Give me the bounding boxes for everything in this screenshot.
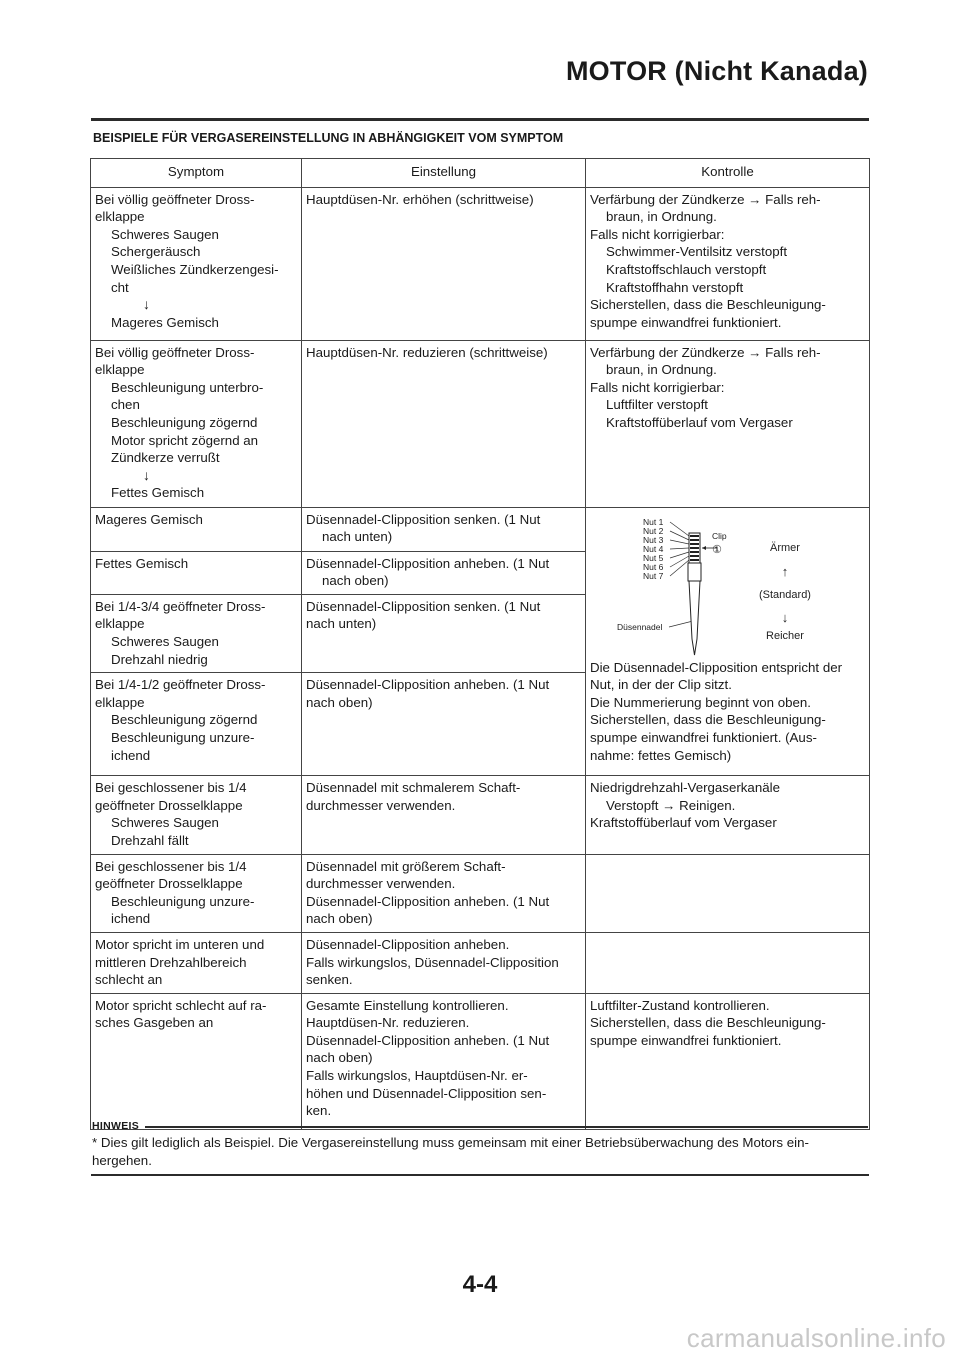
table-row — [91, 507, 870, 551]
text-line: nach oben) — [306, 694, 373, 710]
text-line: spumpe einwandfrei funktioniert. (Aus- — [590, 729, 817, 745]
text-line: Drehzahl niedrig — [111, 651, 208, 667]
text-line: spumpe einwandfrei funktioniert. — [590, 314, 782, 330]
table-row — [91, 993, 870, 1129]
text-line: Schweres Saugen — [111, 226, 219, 242]
text-line: Bei völlig geöffneter Dross- — [95, 344, 255, 360]
text-line: Falls nicht korrigierbar: — [590, 226, 725, 242]
down-arrow-icon: ↓ — [781, 609, 788, 625]
text-line: Fettes Gemisch — [111, 485, 205, 501]
text-line: Motor spricht zögernd an — [111, 432, 259, 448]
needle-label: Düsennadel — [616, 621, 662, 632]
note-header — [92, 1120, 868, 1132]
text-line: Schweres Saugen — [111, 815, 219, 831]
symptom-cell — [91, 594, 302, 672]
text-line: Weißliches Zündkerzengesi- — [111, 261, 279, 277]
text-line: Düsennadel-Clipposition anheben. (1 Nut — [306, 555, 550, 571]
table-row — [91, 187, 870, 340]
text-line: Düsennadel-Clipposition anheben. (1 Nut — [306, 677, 550, 693]
symptom-cell — [91, 507, 302, 551]
text-line: Mageres Gemisch — [95, 511, 203, 527]
down-arrow-icon: ↓ — [143, 296, 150, 313]
text-line: höhen und Düsennadel-Clipposition sen- — [306, 1085, 547, 1101]
text-line: Niedrigdrehzahl-Vergaserkanäle — [590, 780, 780, 796]
text-line: Luftfilter-Zustand kontrollieren. — [590, 997, 770, 1013]
text-line: nach oben) — [306, 1050, 373, 1066]
symptom-cell — [91, 673, 302, 776]
leaner-label: Ärmer — [769, 541, 800, 554]
text-line: Verfärbung der Zündkerze → Falls reh- — [590, 344, 821, 360]
nut-1-label: Nut 1 — [642, 516, 663, 527]
text-line: Sicherstellen, dass die Beschleunigung- — [590, 712, 826, 728]
text-line: Drehzahl fällt — [111, 832, 189, 848]
text-line: Motor spricht schlecht auf ra- — [95, 997, 267, 1013]
text-line: Schergeräusch — [111, 244, 201, 260]
einstellung-cell — [302, 993, 586, 1129]
text-line: Die Nummerierung beginnt von oben. — [590, 694, 812, 710]
note-bottom-rule — [91, 1174, 869, 1176]
clip-position-cell — [586, 507, 870, 776]
text-line: nahme: fettes Gemisch) — [590, 747, 732, 763]
carburetor-symptom-table — [90, 158, 870, 1130]
table-row — [91, 776, 870, 854]
text-line: Sicherstellen, dass die Beschleunigung- — [590, 297, 826, 313]
note-title: HINWEIS — [92, 1120, 140, 1132]
text-line: Beschleunigung zögernd — [111, 414, 258, 430]
text-line: Verfärbung der Zündkerze → Falls reh- — [590, 191, 821, 207]
text-line: Düsennadel mit schmalerem Schaft- — [306, 780, 521, 796]
text-line: Falls wirkungslos, Düsennadel-Clipposition — [306, 954, 559, 970]
text-line: senken. — [306, 972, 353, 988]
watermark: carmanualsonline.info — [686, 1323, 946, 1353]
text-line: Mageres Gemisch — [111, 314, 219, 330]
text-line: nach unten) — [306, 616, 377, 632]
clip-label: Clip — [711, 530, 727, 541]
einstellung-cell — [302, 594, 586, 672]
standard-label: (Standard) — [758, 588, 811, 601]
down-arrow-icon: ↓ — [143, 466, 150, 483]
text-line: Schweres Saugen — [111, 633, 219, 649]
text-line: geöffneter Drosselklappe — [95, 876, 243, 892]
einstellung-cell — [302, 932, 586, 993]
text-line: Zündkerze verrußt — [111, 450, 220, 466]
text-line: Gesamte Einstellung kontrollieren. — [306, 997, 509, 1013]
table-row — [91, 932, 870, 993]
text-line: Bei völlig geöffneter Dross- — [95, 191, 255, 207]
kontrolle-cell — [586, 340, 870, 507]
text-line: Falls wirkungslos, Hauptdüsen-Nr. er- — [306, 1068, 528, 1084]
nut-7-label: Nut 7 — [642, 570, 663, 581]
kontrolle-cell — [586, 776, 870, 854]
text-line: sches Gasgeben an — [95, 1015, 214, 1031]
text-line: Verstopft → Reinigen. — [606, 797, 736, 813]
text-line: nach oben) — [322, 573, 389, 589]
text-line: chen — [111, 397, 140, 413]
text-line: Schwimmer-Ventilsitz verstopft — [606, 244, 788, 260]
einstellung-cell — [302, 854, 586, 932]
einstellung-cell — [302, 673, 586, 776]
symptom-cell — [91, 854, 302, 932]
note-text — [92, 1134, 868, 1170]
text-line: Sicherstellen, dass die Beschleunigung- — [590, 1015, 826, 1031]
einstellung-cell — [302, 507, 586, 551]
text-line: elklappe — [95, 616, 145, 632]
symptom-cell — [91, 776, 302, 854]
nut-6-label: Nut 6 — [642, 561, 663, 572]
table-row — [91, 854, 870, 932]
text-line: ichend — [111, 747, 151, 763]
up-arrow-icon: ↑ — [781, 563, 788, 579]
symptom-cell — [91, 187, 302, 340]
needle-shaft — [688, 563, 701, 581]
nut-2-label: Nut 2 — [642, 525, 663, 536]
text-line: spumpe einwandfrei funktioniert. — [590, 1032, 782, 1048]
richer-label: Reicher — [765, 629, 804, 642]
page-title: MOTOR (Nicht Kanada) — [565, 56, 868, 86]
text-line: Düsennadel mit größerem Schaft- — [306, 858, 506, 874]
text-line: nach oben) — [306, 911, 373, 927]
text-line: Hauptdüsen-Nr. reduzieren (schrittweise) — [306, 344, 548, 360]
text-line: Düsennadel-Clipposition anheben. (1 Nut — [306, 1032, 550, 1048]
text-line: elklappe — [95, 694, 145, 710]
text-line: Kraftstoffüberlauf vom Vergaser — [590, 815, 777, 831]
text-line: Düsennadel-Clipposition senken. (1 Nut — [306, 511, 541, 527]
text-line: Bei 1/4-1/2 geöffneter Dross- — [95, 677, 266, 693]
text-line: Luftfilter verstopft — [606, 397, 708, 413]
note-block — [92, 1120, 868, 1170]
text-line: ichend — [111, 911, 151, 927]
text-line: Bei geschlossener bis 1/4 — [95, 858, 247, 874]
text-line: cht — [111, 279, 129, 295]
text-line: Kraftstoffschlauch verstopft — [606, 261, 767, 277]
text-line: ken. — [306, 1103, 332, 1119]
page-number: 4-4 — [462, 1271, 498, 1298]
einstellung-cell — [302, 776, 586, 854]
einstellung-cell — [302, 187, 586, 340]
einstellung-cell — [302, 340, 586, 507]
nut-3-label: Nut 3 — [642, 534, 663, 545]
text-line: Bei 1/4-3/4 geöffneter Dross- — [95, 598, 266, 614]
header-einstellung: Einstellung — [302, 159, 586, 188]
text-line: durchmesser verwenden. — [306, 797, 456, 813]
text-line: geöffneter Drosselklappe — [95, 797, 243, 813]
symptom-cell — [91, 993, 302, 1129]
text-line: Die Düsennadel-Clipposition entspricht der — [590, 659, 843, 675]
header-symptom: Symptom — [91, 159, 302, 188]
text-line: braun, in Ordnung. — [606, 362, 717, 378]
title-rule — [91, 118, 869, 121]
kontrolle-cell — [586, 993, 870, 1129]
text-line: durchmesser verwenden. — [306, 876, 456, 892]
clip-marker-icon: ① — [711, 542, 722, 556]
header-kontrolle: Kontrolle — [586, 159, 870, 188]
note-rule — [145, 1126, 868, 1128]
kontrolle-cell — [586, 932, 870, 993]
text-line: Bei geschlossener bis 1/4 — [95, 780, 247, 796]
text-line: hergehen. — [92, 1153, 152, 1168]
table-header-row — [91, 159, 870, 188]
text-line: Falls nicht korrigierbar: — [590, 379, 725, 395]
text-line: Düsennadel-Clipposition senken. (1 Nut — [306, 598, 541, 614]
text-line: Motor spricht im unteren und — [95, 936, 265, 952]
symptom-cell — [91, 340, 302, 507]
text-line: mittleren Drehzahlbereich — [95, 954, 247, 970]
text-line: Beschleunigung unterbro- — [111, 379, 264, 395]
symptom-cell — [91, 551, 302, 594]
nut-4-label: Nut 4 — [642, 543, 663, 554]
kontrolle-cell — [586, 854, 870, 932]
text-line: Kraftstoffüberlauf vom Vergaser — [606, 414, 793, 430]
text-line: nach unten) — [322, 529, 393, 545]
text-line: Beschleunigung unzure- — [111, 729, 255, 745]
text-line: * Dies gilt lediglich als Beispiel. Die Vergasereinstellung muss gemeinsam mit einer Betriebsüberwachung des Motors ein- — [92, 1135, 809, 1150]
text-line: schlecht an — [95, 972, 163, 988]
text-line: elklappe — [95, 209, 145, 225]
text-line: Beschleunigung unzure- — [111, 893, 255, 909]
text-line: Düsennadel-Clipposition anheben. — [306, 936, 510, 952]
symptom-cell — [91, 932, 302, 993]
section-heading: BEISPIELE FÜR VERGASEREINSTELLUNG IN ABHÄNGIGKEIT VOM SYMPTOM — [93, 131, 564, 145]
text-line: Beschleunigung zögernd — [111, 712, 258, 728]
kontrolle-cell — [586, 187, 870, 340]
text-line: Düsennadel-Clipposition anheben. (1 Nut — [306, 893, 550, 909]
text-line: Nut, in der der Clip sitzt. — [590, 677, 732, 693]
text-line: Kraftstoffhahn verstopft — [606, 279, 744, 295]
einstellung-cell — [302, 551, 586, 594]
text-line: Hauptdüsen-Nr. reduzieren. — [306, 1015, 470, 1031]
text-line: Hauptdüsen-Nr. erhöhen (schrittweise) — [306, 191, 534, 207]
table-row — [91, 340, 870, 507]
text-line: Fettes Gemisch — [95, 555, 189, 571]
text-line: elklappe — [95, 362, 145, 378]
text-line: braun, in Ordnung. — [606, 209, 717, 225]
nut-5-label: Nut 5 — [642, 552, 663, 563]
jet-needle-diagram — [613, 511, 843, 659]
needle-taper — [689, 581, 700, 655]
